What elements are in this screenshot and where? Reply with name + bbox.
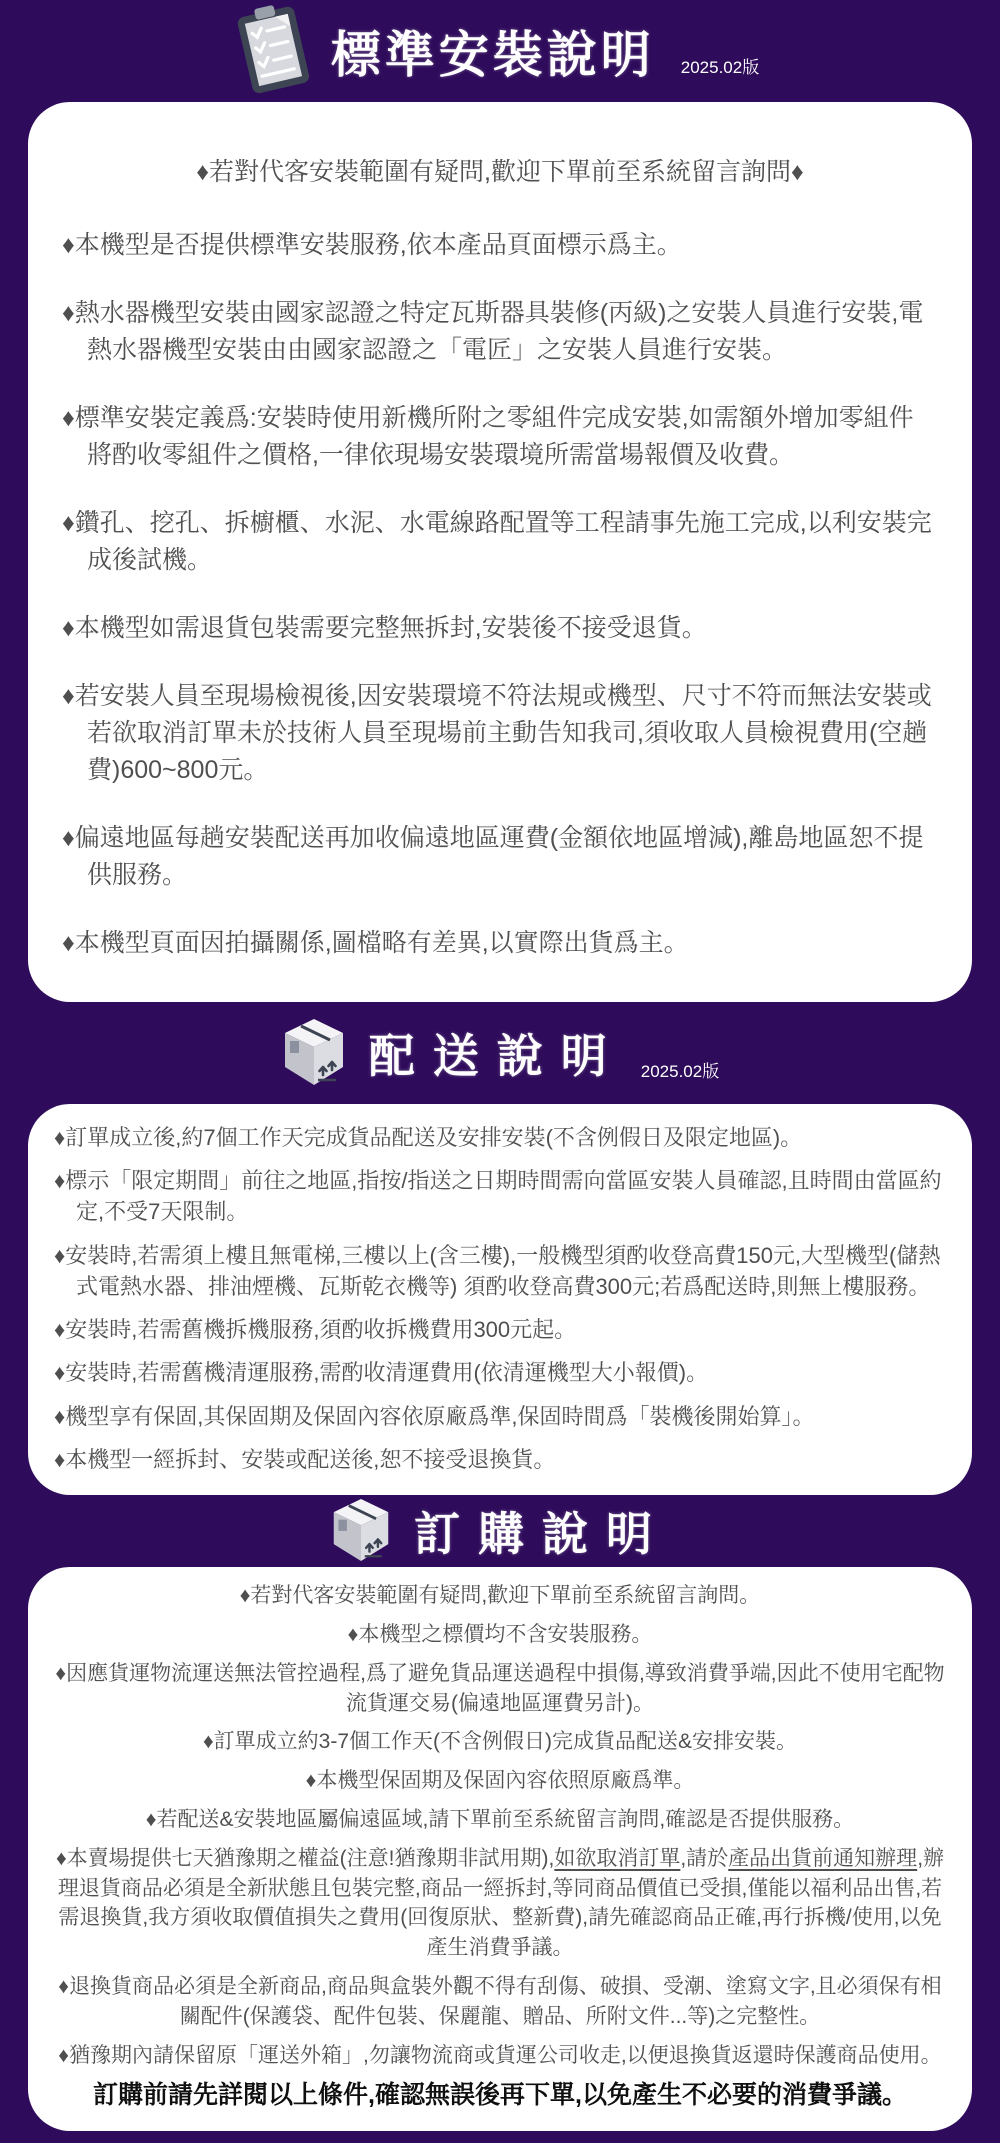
bullet-text: ♦安裝時,若需舊機清運服務,需酌收清運費用(依清運機型大小報價)。 — [54, 1360, 709, 1386]
bullet-item — [50, 1766, 950, 1796]
delivery-version: 2025.02版 — [640, 1062, 720, 1081]
package-icon — [281, 1017, 347, 1087]
delivery-header — [0, 1002, 1000, 1104]
bullet-item — [54, 1444, 946, 1475]
bullet-item — [50, 1972, 950, 2032]
bullet-item — [50, 1805, 950, 1835]
bullet-item — [54, 1165, 946, 1227]
bullet-item — [50, 2041, 950, 2071]
bullet-item — [62, 227, 938, 264]
bullet-item — [54, 1314, 946, 1345]
bullet-text: ♦標示「限定期間」前往之地區,指按/指送之日期時間需向當區安裝人員確認,且時間由當區約定,不受7天限制。 — [54, 1168, 942, 1225]
bullet-item — [62, 295, 938, 369]
bullet-item — [62, 400, 938, 474]
bullet-text: ♦機型享有保固,其保固期及保固內容依原廠爲準,保固時間爲「裝機後開始算」。 — [54, 1403, 815, 1429]
order-footer-note: 訂購前請先詳閱以上條件,確認無誤後再下單,以免產生不必要的消費爭議。 — [93, 2081, 907, 2110]
bullet-item — [62, 154, 938, 191]
bullet-item — [62, 820, 938, 894]
bullet-text: ♦若對代客安裝範圍有疑問,歡迎下單前至系統留言詢問。 — [239, 1584, 761, 1608]
bullet-text: ♦鑽孔、挖孔、拆櫥櫃、水泥、水電線路配置等工程請事先施工完成,以利安裝完成後試機。 — [62, 509, 932, 574]
bullet-item — [50, 1581, 950, 1611]
delivery-title: 配送說明 — [368, 1030, 625, 1082]
bullet-text: ♦猶豫期內請保留原「運送外箱」,勿讓物流商或貨運公司收走,以便退換貨返還時保護商品使用。 — [58, 2043, 942, 2067]
bullet-text: ♦本機型頁面因拍攝關係,圖檔略有差異,以實際出貨爲主。 — [62, 929, 689, 957]
bullet-text: ♦本賣場提供七天猶豫期之權益(注意!猶豫期非試用期), — [55, 1846, 555, 1870]
order-title: 訂購說明 — [414, 1508, 670, 1561]
install-header — [0, 0, 1000, 102]
bullet-item — [54, 1122, 946, 1153]
underlined-text: 產品出貨前通知辦理 — [728, 1846, 918, 1870]
delivery-card — [28, 1104, 972, 1495]
bullet-text: ♦安裝時,若需須上樓且無電梯,三樓以上(含三樓),一般機型須酌收登高費150元,大型機型(儲熱式電熱水器、排油煙機、瓦斯乾衣機等) 須酌收登高費300元;若爲配送時,則無上樓服務。 — [54, 1242, 941, 1299]
bullet-text: ♦熱水器機型安裝由國家認證之特定瓦斯器具裝修(丙級)之安裝人員進行安裝,電熱水器機型安裝由由國家認證之「電匠」之安裝人員進行安裝。 — [62, 299, 924, 364]
install-bullet-list — [62, 154, 938, 962]
delivery-bullet-list — [54, 1122, 946, 1475]
bullet-text: ♦退換貨商品必須是全新商品,商品與盒裝外觀不得有刮傷、破損、受潮、塗寫文字,且必須保有相關配件(保護袋、配件包裝、保麗龍、贈品、所附文件...等)之完整性。 — [58, 1975, 942, 2028]
bullet-text: ♦若安裝人員至現場檢視後,因安裝環境不符法規或機型、尺寸不符而無法安裝或若欲取消訂單未於技術人員至現場前主動告知我司,須收取人員檢視費用(空趟費)600~800元。 — [62, 682, 932, 784]
bullet-text: ,辦理退貨商品必須是全新狀態且包裝完整,商品一經拆封,等同商品價值已受損,僅能以福利品出售,若需退換貨,我方須收取價值損失之費用(回復原狀、整新費),請先確認商品正確,再行拆機/使用,以免產生消費爭議。 — [57, 1846, 945, 1960]
bullet-text: ♦若配送&安裝地區屬偏遠區域,請下單前至系統留言詢問,確認是否提供服務。 — [145, 1807, 855, 1831]
bullet-text: ♦本機型保固期及保固內容依照原廠爲準。 — [305, 1769, 695, 1793]
bullet-item — [50, 1844, 950, 1963]
bullet-text: ♦本機型之標價均不含安裝服務。 — [347, 1622, 653, 1646]
install-title: 標準安裝說明 — [330, 27, 655, 83]
bullet-text: ♦訂單成立後,約7個工作天完成貨品配送及安排安裝(不含例假日及限定地區)。 — [54, 1125, 803, 1150]
bullet-text: ♦本機型是否提供標準安裝服務,依本產品頁面標示爲主。 — [62, 231, 682, 259]
bullet-item — [54, 1240, 946, 1302]
bullet-item — [62, 925, 938, 962]
install-version: 2025.02版 — [680, 58, 760, 77]
bullet-item — [62, 610, 938, 647]
package-icon — [330, 1497, 392, 1563]
bullet-item — [50, 1620, 950, 1650]
bullet-item — [62, 505, 938, 579]
order-bullet-list — [50, 1581, 950, 2070]
bullet-item — [50, 1727, 950, 1757]
bullet-item — [54, 1401, 946, 1432]
bullet-text: ♦安裝時,若需舊機拆機服務,須酌收拆機費用300元起。 — [54, 1317, 577, 1343]
bullet-item — [50, 1659, 950, 1719]
bullet-text: ♦訂單成立約3-7個工作天(不含例假日)完成貨品配送&安排安裝。 — [202, 1730, 798, 1754]
install-card — [28, 102, 972, 1002]
bullet-text: ,請於 — [680, 1846, 729, 1870]
order-header — [0, 1495, 1000, 1567]
bullet-item — [54, 1357, 946, 1388]
underlined-text: 如欲取消訂單 — [554, 1846, 681, 1870]
bullet-text: ♦標準安裝定義爲:安裝時使用新機所附之零組件完成安裝,如需額外增加零組件將酌收零組件之價格,一律依現場安裝環境所需當場報價及收費。 — [62, 404, 914, 469]
bullet-item — [62, 678, 938, 789]
clipboard-icon — [232, 0, 314, 97]
bullet-text: ♦本機型如需退貨包裝需要完整無拆封,安裝後不接受退貨。 — [62, 614, 707, 642]
bullet-text: ♦本機型一經拆封、安裝或配送後,恕不接受退換貨。 — [54, 1446, 556, 1472]
bullet-text: ♦若對代客安裝範圍有疑問,歡迎下單前至系統留言詢問♦ — [196, 158, 804, 186]
bullet-text: ♦偏遠地區每趟安裝配送再加收偏遠地區運費(金額依地區增減),離島地區恕不提供服務。 — [62, 824, 924, 889]
order-card — [28, 1567, 972, 2131]
bullet-text: ♦因應貨運物流運送無法管控過程,爲了避免貨品運送過程中損傷,導致消費爭端,因此不使用宅配物流貨運交易(偏遠地區運費另計)。 — [55, 1661, 945, 1715]
